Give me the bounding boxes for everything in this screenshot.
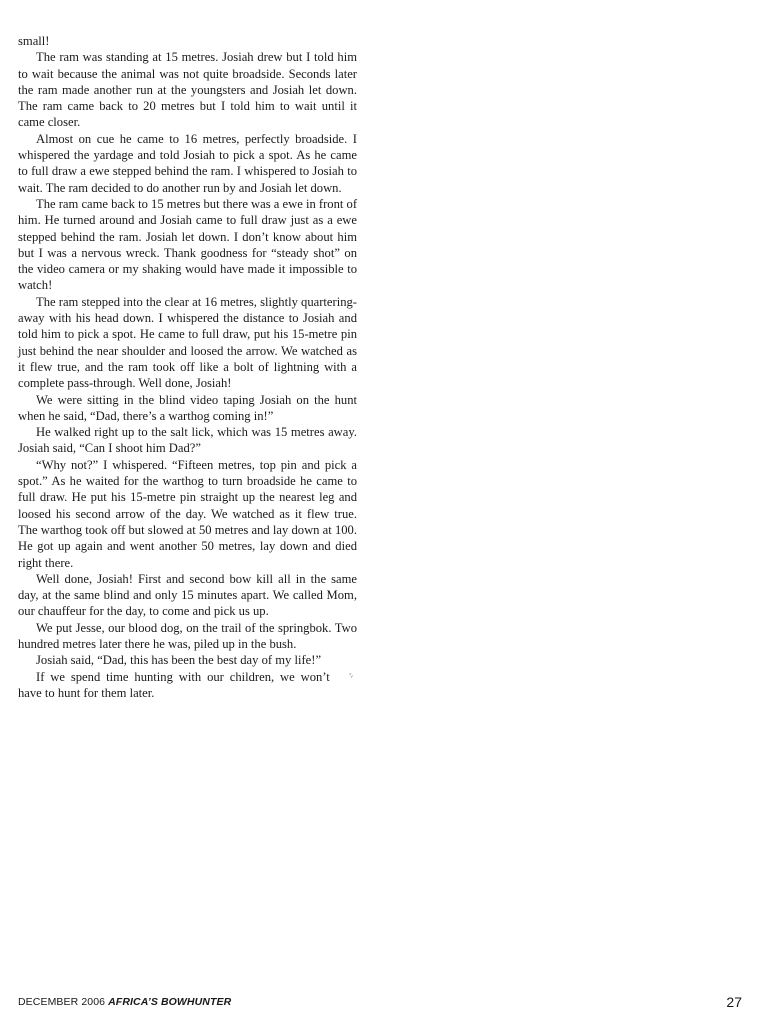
article-paragraph: Almost on cue he came to 16 metres, perfectly broadside. I whispered the yardage and told Josiah to pick a spot. As he came to full draw a ewe stepped behind the ram. I whispered to Josiah to wait. The ram decided to do another run by and Josiah let down.: [18, 131, 357, 195]
article-paragraph-last: [18, 669, 357, 702]
article-paragraph: We put Jesse, our blood dog, on the trail of the springbok. Two hundred metres later there he was, piled up in the bush.: [18, 620, 357, 651]
footer-magazine-name: AFRICA’S BOWHUNTER: [108, 996, 232, 1008]
article-paragraph: The ram was standing at 15 metres. Josiah drew but I told him to wait because the animal was not quite broadside. Seconds later the ram made another run at the youngsters and Josiah let down. The ram came back to 20 metres but I told him to wait until it came closer.: [18, 50, 357, 130]
article-paragraph: “Why not?” I whispered. “Fifteen metres, top pin and pick a spot.” As he waited for the warthog to turn broadside he came to full draw. He put his 15-metre pin straight up the nearest leg and loosed his second arrow of the day. We watched as it flew true. The warthog took off but slowed at 50 metres and lay down at 100. He got up again and went another 50 metres, lay down and died right there.: [18, 457, 357, 570]
end-of-article-icon: ␌: [347, 671, 355, 682]
article-column: [18, 33, 357, 701]
article-paragraph: Well done, Josiah! First and second bow kill all in the same day, at the same blind and only 15 minutes apart. We called Mom, our chauffeur for the day, to come and pick us up.: [18, 571, 357, 619]
last-paragraph-text: If we spend time hunting with our children, we won’t have to hunt for them later.: [18, 669, 330, 700]
article-paragraph: He walked right up to the salt lick, which was 15 metres away. Josiah said, “Can I shoot him Dad?”: [18, 425, 357, 456]
article-paragraph: The ram came back to 15 metres but there was a ewe in front of him. He turned around and Josiah came to full draw just as a ewe stepped behind the ram. Josiah let down. I don’t know about him but I was a nervous wreck. Thank goodness for “steady shot” on the video camera or my shaking would have made it impossible to watch!: [18, 196, 358, 293]
article-paragraph: Josiah said, “Dad, this has been the best day of my life!”: [36, 653, 322, 668]
article-paragraph: small!: [18, 34, 50, 48]
article-paragraph: The ram stepped into the clear at 16 metres, slightly quartering-away with his head down. I whispered the distance to Josiah and told him to pick a spot. He came to full draw, put his 15-metre pin just behind the near shoulder and loosed the arrow. We watched as it flew true, and the ram took off like a bolt of lightning with a complete pass-through. Well done, Josiah!: [18, 294, 357, 391]
page-number: 27: [726, 994, 742, 1010]
footer-date: DECEMBER 2006: [18, 996, 106, 1008]
article-paragraph: We were sitting in the blind video taping Josiah on the hunt when he said, “Dad, there’s a warthog coming in!”: [18, 392, 357, 423]
footer-issue-line: [18, 996, 231, 1008]
